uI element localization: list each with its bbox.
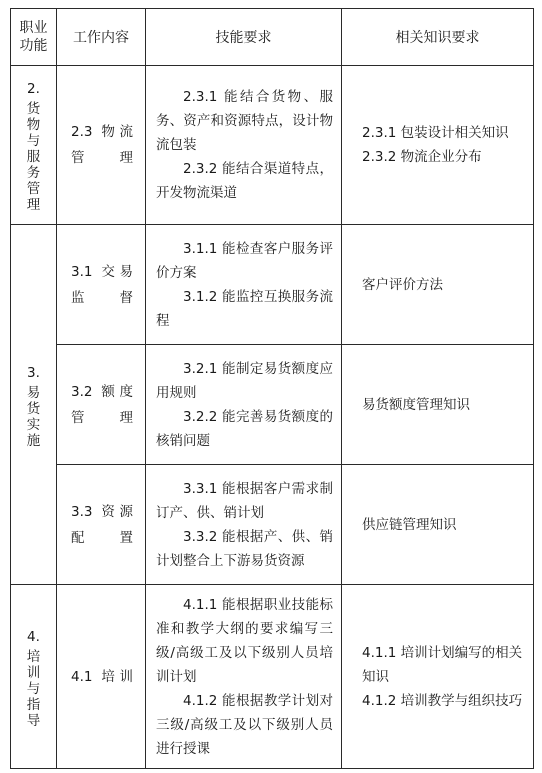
skill-item: 3.3.2 能根据产、供、销计划整合上下游易货资源 [156, 528, 333, 569]
skill-item: 4.1.1 能根据职业技能标准和教学大纲的要求编写三级/高级工及以下级别人员培训计划 [156, 596, 333, 685]
func-number: 3. [27, 364, 40, 381]
table-row [11, 66, 534, 225]
header-knowledge: 相关知识要求 [342, 9, 534, 66]
knowledge-item: 2.3.2 物流企业分布 [362, 149, 482, 165]
func-cell [11, 585, 57, 769]
work-line: 配置 [71, 529, 133, 546]
skill-cell [146, 225, 342, 345]
work-line: 管理 [71, 409, 133, 426]
work-line: 3.2 额度 [71, 383, 133, 400]
func-name: 货物与服务管理 [26, 101, 41, 213]
func-name: 培训与指导 [26, 648, 41, 729]
work-line: 监督 [71, 289, 133, 306]
knowledge-item: 2.3.1 包装设计相关知识 [362, 125, 509, 141]
skill-item: 3.2.1 能制定易货额度应用规则 [156, 360, 333, 401]
work-line: 4.1 培训 [71, 668, 133, 685]
header-work: 工作内容 [57, 9, 146, 66]
func-number: 2. [27, 81, 40, 97]
knowledge-cell [342, 585, 534, 769]
skill-cell [146, 345, 342, 465]
table-row [11, 465, 534, 585]
knowledge-item: 易货额度管理知识 [362, 396, 470, 413]
knowledge-cell [342, 66, 534, 225]
table-body [11, 66, 534, 769]
knowledge-cell [342, 465, 534, 585]
table-row [11, 345, 534, 465]
work-line: 管理 [71, 150, 133, 166]
skill-cell [146, 66, 342, 225]
header-skill: 技能要求 [146, 9, 342, 66]
func-cell [11, 225, 57, 585]
table-row [11, 225, 534, 345]
work-cell [57, 585, 146, 769]
skill-item: 3.2.2 能完善易货额度的核销问题 [156, 408, 333, 449]
skill-cell [146, 585, 342, 769]
knowledge-cell [342, 345, 534, 465]
skill-item: 4.1.2 能根据教学计划对三级/高级工及以下级别人员进行授课 [156, 692, 333, 757]
knowledge-item: 供应链管理知识 [362, 516, 457, 533]
skill-item: 2.3.2 能结合渠道特点，开发物流渠道 [156, 161, 333, 201]
skill-requirements-table [10, 8, 534, 769]
work-cell [57, 225, 146, 345]
knowledge-item: 4.1.1 培训计划编写的相关知识 [362, 644, 523, 685]
work-cell [57, 66, 146, 225]
knowledge-item: 客户评价方法 [362, 276, 443, 293]
work-line: 3.1 交易 [71, 263, 133, 280]
skill-cell [146, 465, 342, 585]
work-line: 3.3 资源 [71, 503, 133, 520]
func-number: 4. [27, 628, 40, 645]
func-name: 易货实施 [26, 384, 41, 449]
header-row [11, 9, 534, 66]
skill-item: 3.3.1 能根据客户需求制订产、供、销计划 [156, 480, 333, 521]
skill-item: 2.3.1 能结合货物、服务、资产和资源特点，设计物流包装 [156, 89, 333, 153]
knowledge-item: 4.1.2 培训教学与组织技巧 [362, 692, 523, 709]
work-cell [57, 465, 146, 585]
work-cell [57, 345, 146, 465]
header-func: 职业功能 [11, 9, 57, 66]
func-cell [11, 66, 57, 225]
standards-table-page [10, 8, 533, 764]
work-line: 2.3 物流 [71, 124, 133, 140]
knowledge-cell [342, 225, 534, 345]
table-row [11, 585, 534, 769]
skill-item: 3.1.1 能检查客户服务评价方案 [156, 240, 333, 281]
skill-item: 3.1.2 能监控互换服务流程 [156, 288, 333, 329]
